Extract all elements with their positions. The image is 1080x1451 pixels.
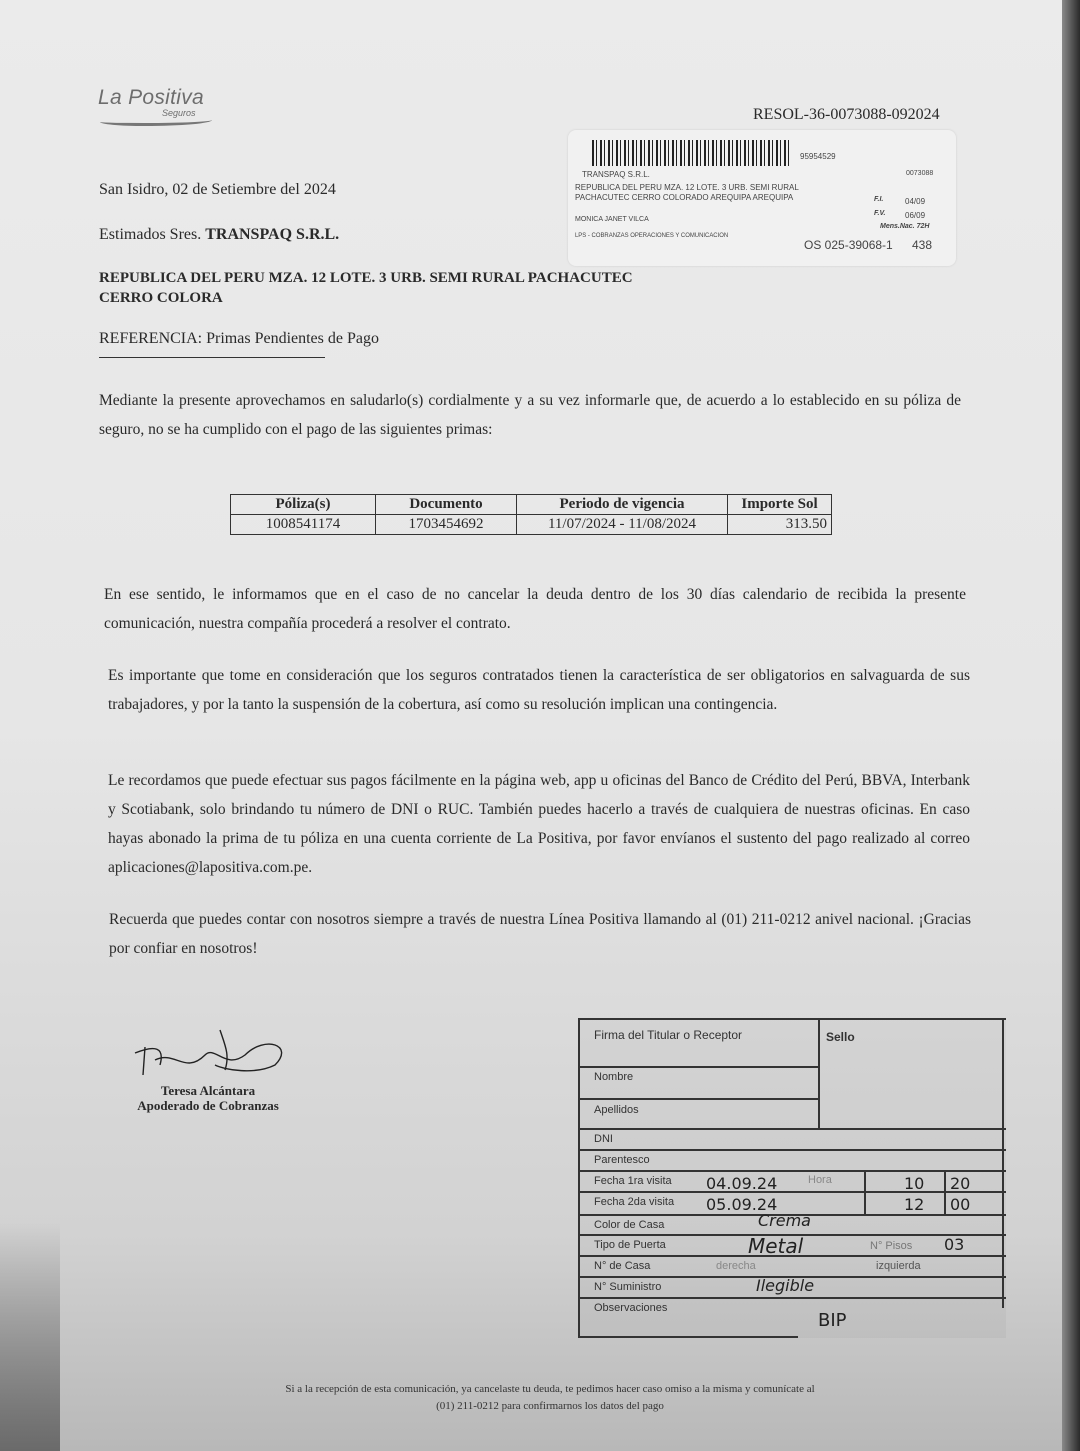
letter-date: San Isidro, 02 de Setiembre del 2024 bbox=[99, 181, 336, 198]
puerta-value: Metal bbox=[748, 1234, 804, 1258]
fecha2-label: Fecha 2da visita bbox=[578, 1191, 1006, 1211]
fi-date: 04/09 bbox=[905, 197, 926, 206]
label-os: OS 025-39068-1 bbox=[804, 238, 893, 252]
min2-value: 00 bbox=[950, 1195, 971, 1214]
recipient-address bbox=[99, 268, 633, 308]
fecha1-label: Fecha 1ra visita bbox=[578, 1170, 1006, 1190]
label-company: TRANSPAQ S.R.L. bbox=[582, 170, 650, 179]
cell-periodo: 11/07/2024 - 11/08/2024 bbox=[517, 515, 728, 535]
casa-label: N° de Casa bbox=[578, 1255, 1006, 1275]
signer bbox=[128, 1083, 288, 1113]
observaciones-label: Observaciones bbox=[578, 1297, 1006, 1317]
label-address-2: PACHACUTEC CERRO COLORADO AREQUIPA AREQUIPA bbox=[575, 193, 794, 202]
col-importe: Importe Sol bbox=[728, 495, 832, 515]
address-line-2: CERRO COLORA bbox=[99, 290, 223, 306]
label-code: 0073088 bbox=[906, 170, 934, 177]
observaciones-value: BIP bbox=[818, 1310, 847, 1331]
logo-swoosh-icon bbox=[100, 116, 212, 126]
barcode-icon bbox=[592, 140, 792, 166]
recipient-name: TRANSPAQ S.R.L. bbox=[205, 226, 340, 243]
greeting-text: Estimados Sres. bbox=[99, 226, 202, 243]
resolution-number: RESOL-36-0073088-092024 bbox=[753, 106, 940, 123]
intro-paragraph: Mediante la presente aprovechamos en saludarlo(s) cordialmente y a su vez informarle que, de acuerdo a lo establecido en su póliza de seguro, no se ha cumplido con el pago de las siguientes primas: bbox=[99, 392, 961, 438]
footer-line-1: Si a la recepción de esta comunicación, ya cancelaste tu deuda, te pedimos hacer caso omiso a la misma y comunícate al bbox=[285, 1383, 815, 1395]
parentesco-label: Parentesco bbox=[578, 1149, 1006, 1169]
label-os-num: 438 bbox=[912, 238, 933, 252]
col-poliza: Póliza(s) bbox=[231, 495, 376, 515]
suministro-label: N° Suministro bbox=[578, 1276, 1006, 1296]
min1-value: 20 bbox=[950, 1174, 971, 1193]
label-address-1: REPUBLICA DEL PERU MZA. 12 LOTE. 3 URB. SEMI RURAL bbox=[575, 183, 799, 192]
fv-label: F.V. bbox=[874, 210, 886, 217]
hora-label: Hora bbox=[808, 1174, 832, 1186]
page-shadow bbox=[0, 1221, 60, 1451]
table-header bbox=[231, 495, 832, 515]
reference: REFERENCIA: Primas Pendientes de Pago bbox=[99, 330, 379, 347]
paragraph-3: Le recordamos que puede efectuar sus pagos fácilmente en la página web, app u oficinas del Banco de Crédito del Perú, BBVA, Interbank y Scotiabank, solo brindando tu número de DNI o RUC. También puedes hacerlo a través de cualquiera de nuestras oficinas. En caso hayas abonado la prima de tu póliza en una cuenta corriente de La Positiva, por favor envíanos el sustento del pago realizado al correo aplicaciones@lapositiva.com.pe. bbox=[108, 772, 970, 876]
signer-title: Apoderado de Cobranzas bbox=[137, 1098, 279, 1113]
label-area: LPS - COBRANZAS OPERACIONES Y COMUNICACION bbox=[575, 232, 729, 239]
firma-label: Firma del Titular o Receptor bbox=[594, 1028, 743, 1042]
izquierda-label: izquierda bbox=[876, 1260, 921, 1272]
color-label: Color de Casa bbox=[578, 1214, 1006, 1234]
hora2-value: 12 bbox=[904, 1195, 925, 1214]
barcode-number: 95954529 bbox=[800, 152, 836, 161]
footer-note bbox=[140, 1381, 960, 1415]
puerta-label: Tipo de Puerta bbox=[578, 1234, 1006, 1254]
color-value: Crema bbox=[758, 1211, 811, 1230]
col-documento: Documento bbox=[376, 495, 517, 515]
address-line-1: REPUBLICA DEL PERU MZA. 12 LOTE. 3 URB. SEMI RURAL PACHACUTEC bbox=[99, 270, 633, 286]
col-periodo: Periodo de vigencia bbox=[517, 495, 728, 515]
shipping-label bbox=[568, 130, 956, 266]
fecha1-value: 04.09.24 bbox=[706, 1174, 778, 1193]
nombre-label: Nombre bbox=[578, 1066, 818, 1086]
apellidos-label: Apellidos bbox=[578, 1098, 818, 1119]
table-row bbox=[231, 515, 832, 535]
signer-name: Teresa Alcántara bbox=[160, 1083, 256, 1098]
pisos-label: N° Pisos bbox=[870, 1240, 913, 1252]
sello-label: Sello bbox=[826, 1030, 855, 1044]
fecha2-value: 05.09.24 bbox=[706, 1195, 778, 1214]
paragraph-2: Es importante que tome en consideración que los seguros contratados tienen la característica de ser obligatorios en salvaguarda de sus trabajadores, y por la tanto la suspensión de la cobertura, así como su resolución implican una contingencia. bbox=[108, 667, 970, 713]
cell-importe: 313.50 bbox=[728, 515, 832, 535]
fv-date: 06/09 bbox=[905, 211, 926, 220]
paragraph-4: Recuerda que puedes contar con nosotros siempre a través de nuestra Línea Positiva llamando al (01) 211-0212 anivel nacional. ¡Gracias por confiar en nosotros! bbox=[109, 911, 971, 957]
signature-icon bbox=[125, 1025, 295, 1085]
derecha-label: derecha bbox=[716, 1260, 756, 1272]
logo-sub: Seguros bbox=[162, 108, 196, 118]
fi-label: F.I. bbox=[874, 196, 884, 203]
paragraph-1: En ese sentido, le informamos que en el caso de no cancelar la deuda dentro de los 30 días calendario de recibida la presente comunicación, nuestra compañía procederá a resolver el contrato. bbox=[104, 586, 966, 632]
footer-line-2: (01) 211-0212 para confirmarnos los datos del pago bbox=[436, 1400, 664, 1412]
cell-documento: 1703454692 bbox=[376, 515, 517, 535]
receipt-form bbox=[578, 1018, 1006, 1338]
dni-label: DNI bbox=[578, 1128, 1006, 1148]
pisos-value: 03 bbox=[944, 1235, 965, 1254]
greeting bbox=[99, 226, 339, 244]
page-edge bbox=[1062, 0, 1080, 1451]
company-logo bbox=[98, 86, 205, 118]
reference-underline bbox=[99, 357, 325, 358]
logo-name: La Positiva bbox=[98, 86, 205, 109]
hora1-value: 10 bbox=[904, 1174, 925, 1193]
cell-poliza: 1008541174 bbox=[231, 515, 376, 535]
suministro-value: Ilegible bbox=[756, 1276, 815, 1295]
label-contact: MONICA JANET VILCA bbox=[575, 216, 649, 223]
service-type: Mens.Nac. 72H bbox=[880, 223, 930, 230]
pending-premiums-table bbox=[230, 494, 832, 535]
